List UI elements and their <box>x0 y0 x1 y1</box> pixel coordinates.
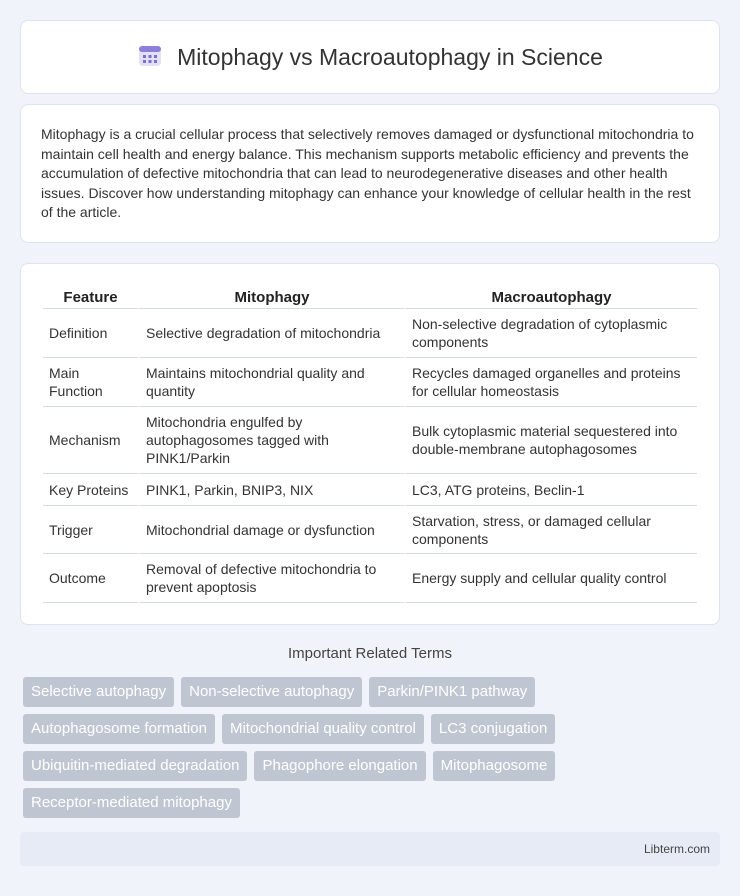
table-cell-feature: Key Proteins <box>43 474 138 506</box>
table-cell-mitophagy: PINK1, Parkin, BNIP3, NIX <box>138 474 404 506</box>
table-row <box>43 309 697 358</box>
tag-receptor-mediated-mitophagy[interactable]: Receptor-mediated mitophagy <box>23 788 240 818</box>
column-header-macroautophagy: Macroautophagy <box>404 282 697 309</box>
table-cell-mitophagy: Maintains mitochondrial quality and quantity <box>138 358 404 407</box>
table-cell-feature: Trigger <box>43 506 138 554</box>
tag-row <box>23 714 723 744</box>
table-cell-feature: Mechanism <box>43 407 138 474</box>
table-cell-macroautophagy: Recycles damaged organelles and proteins for cellular homeostasis <box>404 358 697 407</box>
header <box>137 42 603 73</box>
intro-card <box>20 104 720 243</box>
tag-lc3-conjugation[interactable]: LC3 conjugation <box>431 714 555 744</box>
table-row <box>43 506 697 554</box>
header-card <box>20 20 720 94</box>
table-cell-mitophagy: Mitochondrial damage or dysfunction <box>138 506 404 554</box>
column-header-mitophagy: Mitophagy <box>138 282 404 309</box>
table-cell-macroautophagy: Starvation, stress, or damaged cellular components <box>404 506 697 554</box>
tag-mitochondrial-quality-control[interactable]: Mitochondrial quality control <box>222 714 424 744</box>
comparison-table <box>43 282 697 603</box>
table-cell-macroautophagy: Energy supply and cellular quality control <box>404 554 697 603</box>
related-terms-heading: Important Related Terms <box>288 645 452 662</box>
table-header-row <box>43 282 697 309</box>
tag-phagophore-elongation[interactable]: Phagophore elongation <box>254 751 425 781</box>
tag-parkin-pink1-pathway[interactable]: Parkin/PINK1 pathway <box>369 677 535 707</box>
intro-text: Mitophagy is a crucial cellular process that selectively removes damaged or dysfunctional mitochondria to maintain cell health and energy balance. This mechanism supports metabolic efficiency and prevents the accumulation of defective mitochondria that can lead to neurodegenerative diseases and other health issues. Discover how understanding mitophagy can enhance your knowledge of cellular health in the rest of the article. <box>41 126 694 221</box>
footer-site-link[interactable]: Libterm.com <box>643 842 710 856</box>
tag-selective-autophagy[interactable]: Selective autophagy <box>23 677 174 707</box>
table-cell-feature: Main Function <box>43 358 138 407</box>
tag-row <box>23 751 723 781</box>
column-header-feature: Feature <box>43 282 138 309</box>
table-cell-mitophagy: Removal of defective mitochondria to prevent apoptosis <box>138 554 404 603</box>
table-row <box>43 554 697 603</box>
table-cell-macroautophagy: Non-selective degradation of cytoplasmic components <box>404 309 697 358</box>
related-terms <box>23 677 723 825</box>
footer <box>20 832 720 866</box>
table-cell-mitophagy: Mitochondria engulfed by autophagosomes tagged with PINK1/Parkin <box>138 407 404 474</box>
tag-autophagosome-formation[interactable]: Autophagosome formation <box>23 714 215 744</box>
tag-ubiquitin-mediated-degradation[interactable]: Ubiquitin-mediated degradation <box>23 751 247 781</box>
table-cell-mitophagy: Selective degradation of mitochondria <box>138 309 404 358</box>
tag-row <box>23 788 723 818</box>
table-row <box>43 407 697 474</box>
table-cell-macroautophagy: Bulk cytoplasmic material sequestered into double-membrane autophagosomes <box>404 407 697 474</box>
calendar-grid-icon <box>137 42 163 73</box>
table-cell-feature: Outcome <box>43 554 138 603</box>
table-cell-macroautophagy: LC3, ATG proteins, Beclin-1 <box>404 474 697 506</box>
tag-mitophagosome[interactable]: Mitophagosome <box>433 751 556 781</box>
comparison-card <box>20 263 720 625</box>
page-title: Mitophagy vs Macroautophagy in Science <box>177 43 603 70</box>
tag-row <box>23 677 723 707</box>
table-cell-feature: Definition <box>43 309 138 358</box>
table-row <box>43 474 697 506</box>
table-row <box>43 358 697 407</box>
tag-non-selective-autophagy[interactable]: Non-selective autophagy <box>181 677 362 707</box>
